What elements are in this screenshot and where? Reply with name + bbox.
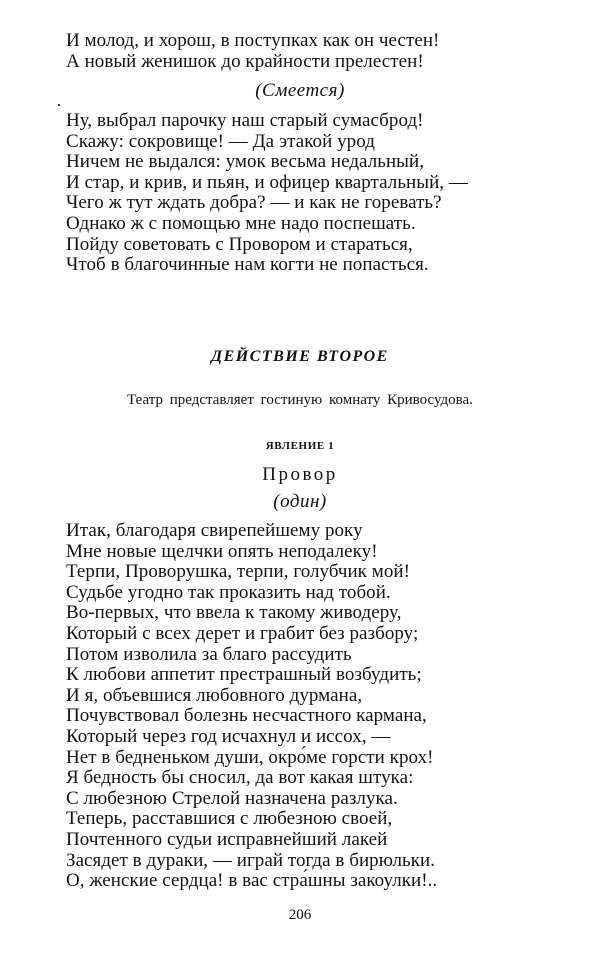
verse-line: Почтенного судьи исправнейший лакей [66, 828, 388, 850]
verse-line: А новый женишок до крайности прелестен! [66, 50, 424, 72]
stage-direction-laughs: (Смеется) [255, 80, 345, 101]
verse-line: Однако ж с помощью мне надо поспешать. [66, 212, 416, 234]
verse-line: Чтоб в благочинные нам когти не попасться. [66, 254, 429, 276]
monologue-stanza [66, 111, 566, 276]
verse-line: Скажу: сокровище! — Да этакой урод [66, 130, 375, 152]
verse-line: Засядет в дураки, — играй тогда в бирюльки. [66, 849, 436, 871]
stage-direction-alone: (один) [273, 491, 327, 512]
opening-stanza [66, 31, 566, 72]
verse-line: Теперь, расставшися с любезною своей, [66, 808, 393, 830]
verse-line: И стар, и крив, и пьян, и офицер квартальный, — [66, 171, 468, 193]
verse-line: Я бедность бы сносил, да вот какая штука: [66, 767, 414, 789]
verse-line: Потом изволила за благо рассудить [66, 643, 352, 665]
verse-line: К любови аппетит престрашный возбудить; [66, 664, 422, 686]
verse-line: Мне новые щелчки опять неподалеку! [66, 540, 378, 562]
verse-line: Который с всех дерет и грабит без разбору; [66, 622, 419, 644]
verse-line: Терпи, Проворушка, терпи, голубчик мой! [66, 561, 410, 583]
verse-line: Ну, выбрал парочку наш старый сумасброд! [66, 110, 424, 131]
verse-line: Пойду советовать с Провором и стараться, [66, 233, 413, 255]
act-title: ДЕЙСТВИЕ ВТОРОЕ [211, 348, 389, 365]
verse-line: И молод, и хорош, в поступках как он честен! [66, 30, 440, 51]
verse-line: И я, объевшися любовного дурмана, [66, 684, 363, 706]
verse-line: Во-первых, что ввела к такому живодеру, [66, 602, 402, 624]
verse-line: О, женские сердца! в вас стра́шны закоулки!.. [66, 870, 438, 892]
verse-line: Чего ж тут ждать добра? — и как не горевать? [66, 192, 442, 214]
verse-line: Итак, благодаря свирепейшему року [66, 520, 363, 541]
character-name: Провор [262, 464, 338, 485]
verse-line: Который через год исчахнул и иссох, — [66, 725, 391, 747]
page-number: 206 [288, 907, 312, 923]
verse-line: С любезною Стрелой назначена разлука. [66, 787, 398, 809]
verse-line: Почувствовал болезнь несчастного кармана, [66, 705, 427, 727]
setting-description: Театр представляет гостиную комнату Кривосудова. [127, 392, 473, 408]
provor-monologue [66, 521, 566, 892]
verse-line: Ничем не выдался: умок весьма недальный, [66, 151, 424, 173]
verse-line: Судьбе угодно так проказить над тобой. [66, 581, 391, 603]
verse-line: Нет в бедненьком души, окро́ме горсти крох! [66, 746, 434, 768]
scene-title: ЯВЛЕНИЕ 1 [265, 440, 335, 452]
print-speck [58, 104, 60, 106]
